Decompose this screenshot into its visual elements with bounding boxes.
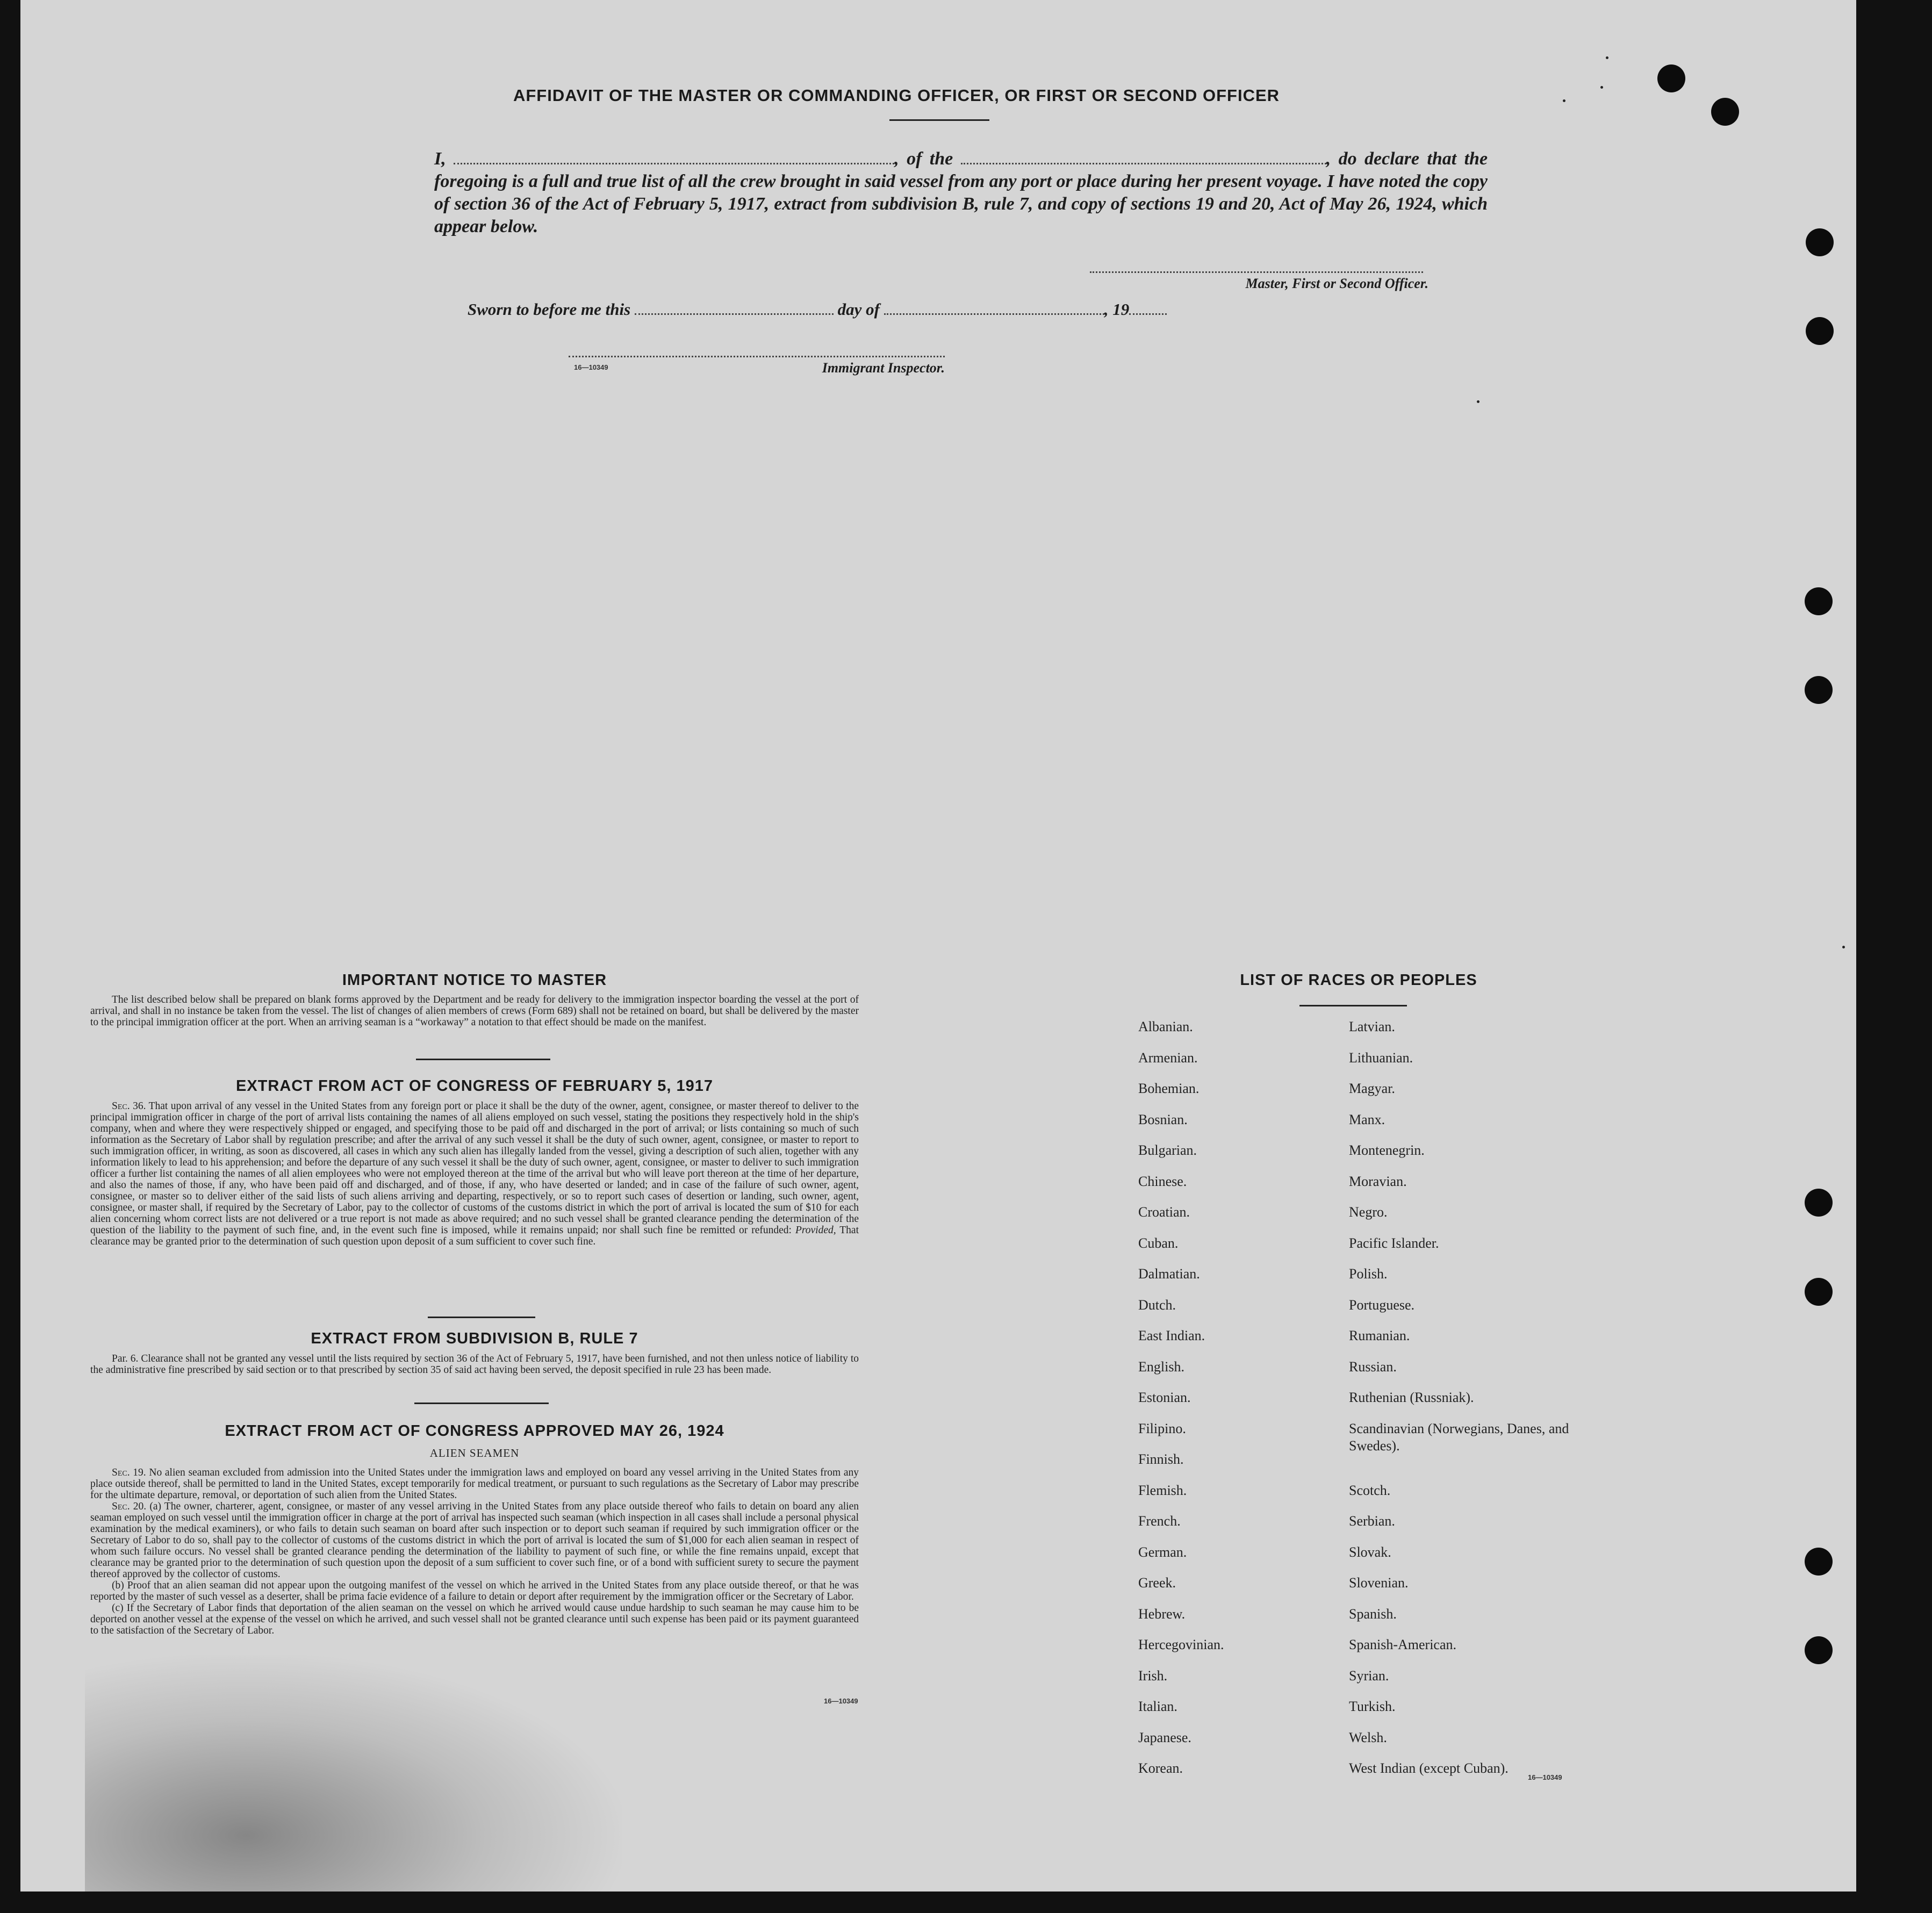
sec36-text: That upon arrival of any vessel in the United States from any foreign port or place it shall be the duty of the owner, agent, consignee, or master thereof to deliver to the principal immigration officer in charge of the port of arrival lists containing the names of all aliens employed on such vessel, stating the positions they respectively hold in the ship's company, when and where they were respectively shipped or engaged, and specifying those to be paid off and discharged in the port of arrival; or lists containing so much of such information as the Secretary of Labor shall by regulation prescribe; and after the arrival of any such vessel it shall be the duty of such owner, agent, consignee, or master to report to such immigration officer, in writing, as soon as discovered, all cases in which any such alien has illegally landed from the vessel, giving a description of such alien, together with any information likely to lead to his apprehension; and before the departure of any such vessel it shall be the duty of such owner, agent, consignee, or master to deliver to such immigration officer a further list containing the names of all alien employees who were not employed thereon at the time of the arrival but who will leave port thereon at the time of her departure, and also the names of those, if any, who have been paid off and discharged, and of those, if any, who have deserted or landed; and in case of the failure of such owner, agent, consignee, or master so to deliver either of the said lists of such aliens arriving and departing, respectively, or so to report such cases of desertion or landing, such owner, agent, consignee, or master shall, if required by the Secretary of Labor, pay to the collector of customs of the customs district in which the port of arrival is located the sum of $10 for each alien concerning whom correct lists are not delivered or a true report is not made as above required; and no such vessel shall be granted clearance pending the determination of the question of the liability to the payment of such fine, and, in the event such fine is imposed, while it remains unpaid; nor shall such fine be remitted or refunded: xyxy=(90,1101,859,1236)
race-item: Hercegovinian. xyxy=(1138,1637,1224,1652)
year-prefix: , 19 xyxy=(1104,300,1130,319)
speck xyxy=(1477,400,1479,403)
race-item: Pacific Islander. xyxy=(1349,1235,1439,1251)
race-item: Welsh. xyxy=(1349,1729,1387,1745)
sworn-statement xyxy=(468,300,1231,319)
race-item: Slovak. xyxy=(1349,1544,1391,1560)
race-item: Italian. xyxy=(1138,1699,1177,1714)
race-item: Rumanian. xyxy=(1349,1328,1410,1343)
races-list-left xyxy=(1138,1018,1332,1791)
races-list-right xyxy=(1349,1018,1585,1791)
extract-1924-body xyxy=(90,1467,859,1636)
race-item: Croatian. xyxy=(1138,1204,1190,1220)
alien-seamen-subtitle: ALIEN SEAMEN xyxy=(429,1447,520,1459)
race-item: Moravian. xyxy=(1349,1173,1407,1189)
name-blank xyxy=(454,157,894,164)
race-item: Flemish. xyxy=(1138,1482,1187,1498)
races-title: LIST OF RACES OR PEOPLES xyxy=(1240,972,1477,989)
race-item: Manx. xyxy=(1349,1111,1385,1127)
race-item: Polish. xyxy=(1349,1266,1388,1282)
race-item: Ruthenian (Russniak). xyxy=(1349,1390,1474,1405)
affidavit-title: AFFIDAVIT OF THE MASTER OR COMMANDING OFFICER, OR FIRST OR SECOND OFFICER xyxy=(513,86,1280,105)
race-item: Portuguese. xyxy=(1349,1297,1415,1313)
affidavit-of-the: , of the xyxy=(894,149,953,169)
race-item: West Indian (except Cuban). xyxy=(1349,1760,1509,1776)
sec36-end: That clearance may be granted prior to the determination of such question upon deposit of a sum sufficient to cover such fine. xyxy=(90,1225,859,1247)
section-rule xyxy=(414,1403,549,1404)
race-item: Bosnian. xyxy=(1138,1111,1188,1127)
race-item: Lithuanian. xyxy=(1349,1049,1413,1066)
rule7-text: Par. 6. Clearance shall not be granted any vessel until the lists required by section 36 of the Act of February 5, 1917, have been furnished, and not then unless notice of liability to the administrative fine prescribed by said section or to that prescribed by section 35 of said act having been served, the deposit specified in rule 23 has been made. xyxy=(90,1353,859,1376)
race-item: English. xyxy=(1138,1358,1184,1375)
extract-1917-body xyxy=(90,1101,859,1247)
punch-hole xyxy=(1805,1636,1833,1664)
race-item: German. xyxy=(1138,1544,1187,1560)
race-item: Armenian. xyxy=(1138,1049,1198,1066)
title-rule xyxy=(889,119,989,121)
race-item: Bulgarian. xyxy=(1138,1142,1197,1158)
race-item: Korean. xyxy=(1138,1760,1183,1776)
race-item: Negro. xyxy=(1349,1204,1388,1220)
race-item: Irish. xyxy=(1138,1667,1168,1684)
race-item: Bohemian. xyxy=(1138,1081,1200,1096)
year-blank xyxy=(1129,308,1167,315)
race-item: Finnish. xyxy=(1138,1451,1184,1467)
day-of-text: day of xyxy=(837,300,880,319)
signature-line xyxy=(1090,271,1423,273)
race-item: Hebrew. xyxy=(1138,1606,1186,1622)
race-item: Magyar. xyxy=(1349,1081,1395,1096)
sec20-label: Sec. 20. xyxy=(112,1501,147,1512)
race-item: Russian. xyxy=(1349,1358,1397,1375)
affidavit-i: I, xyxy=(434,149,446,169)
notice-body xyxy=(90,994,859,1028)
punch-hole xyxy=(1657,64,1685,92)
speck xyxy=(1842,946,1845,948)
race-item: Cuban. xyxy=(1138,1235,1179,1251)
document-page xyxy=(20,0,1856,1892)
race-item: Filipino. xyxy=(1138,1420,1186,1436)
race-item: East Indian. xyxy=(1138,1328,1205,1343)
speck xyxy=(1606,56,1608,59)
speck xyxy=(1563,99,1565,102)
race-item: Greek. xyxy=(1138,1575,1176,1591)
affidavit-body xyxy=(434,148,1488,238)
sworn-text: Sworn to before me this xyxy=(468,300,631,319)
section-rule xyxy=(428,1317,535,1318)
race-item: Chinese. xyxy=(1138,1173,1187,1189)
race-item: Slovenian. xyxy=(1349,1575,1409,1591)
race-item: Dutch. xyxy=(1138,1297,1176,1313)
sec20b-text: (b) Proof that an alien seaman did not appear upon the outgoing manifest of the vessel on which he arrived in the United States from any place outside thereof, or that he was reported by the master of such vessel as a deserter, shall be prima facie evidence of a failure to detain or deport after requirement by the immigration officer or the Secretary of Labor. xyxy=(90,1580,859,1602)
race-item: Estonian. xyxy=(1138,1390,1191,1405)
sec19-label: Sec. 19. xyxy=(112,1467,146,1478)
punch-hole xyxy=(1805,676,1833,704)
races-rule xyxy=(1299,1005,1407,1006)
punch-hole xyxy=(1805,587,1833,615)
sec36-label: Sec. 36. xyxy=(112,1101,146,1112)
extract-rule7-body xyxy=(90,1353,859,1376)
punch-hole xyxy=(1711,98,1739,126)
race-item: Scotch. xyxy=(1349,1482,1391,1498)
notice-text: The list described below shall be prepared on blank forms approved by the Department and be ready for delivery to the immigration inspector boarding the vessel at the port of arrival, and shall in no instance be taken from the vessel. The list of changes of alien members of crews (Form 689) shall not be retained on board, but shall be delivered by the master to the principal immigration officer at the port. When an arriving seaman is a “workaway” a notation to that effect should be made on the manifest. xyxy=(90,994,859,1028)
punch-hole xyxy=(1806,228,1834,256)
race-item: Albanian. xyxy=(1138,1019,1193,1034)
affidavit-do-declare: , do declare xyxy=(1326,149,1419,169)
scan-shadow xyxy=(85,1655,622,1892)
sec20c-text: (c) If the Secretary of Labor finds that deportation of the alien seaman on the vessel on which he arrived would cause undue hardship to such seaman he may cause him to be deported on another vessel at the expense of the vessel on which he arrived, and such vessel shall not be granted clearance until such expense has been paid or its payment guaranteed to the satisfaction of the Secretary of Labor. xyxy=(90,1602,859,1636)
section-rule xyxy=(416,1059,550,1060)
affidavit-declaration-text: that the foregoing is a full and true list of all the crew brought in said vessel from any port or place during her present voyage. I have noted the copy of section 36 of the Act of February 5, 1917, extract from subdivision B, rule 7, and copy of sections 19 and 20, Act of May 26, 1924, which appear below. xyxy=(434,149,1488,236)
sec20a-text: (a) The owner, charterer, agent, consignee, or master of any vessel arriving in the United States from any place outside thereof who fails to detain on board any alien seaman employed on such vessel until the immigration officer in charge at the port of arrival has inspected such seaman (which inspection in all cases shall include a personal physical examination by the medical examiners), or who fails to detain such seaman on board after such inspection or to deport such seaman if required by such immigration officer or the Secretary of Labor to do so, shall pay to the collector of customs of the customs district in which the port of arrival is located the sum of $1,000 for each alien seaman in respect of whom such failure occurs. No vessel shall be granted clearance pending the determination of the liability to payment of such fine, or while the fine remains unpaid, except that clearance may be granted prior to the determination of such question upon the deposit of a sum sufficient to cover such fine, or of a bond with sufficient surety to secure the payment thereof approved by the collector of customs. xyxy=(90,1501,859,1580)
race-item: Serbian. xyxy=(1349,1513,1395,1529)
inspector-label: Immigrant Inspector. xyxy=(822,360,945,376)
form-number: 16—10349 xyxy=(574,363,608,371)
race-item: Latvian. xyxy=(1349,1019,1395,1034)
extract-rule7-title: EXTRACT FROM SUBDIVISION B, RULE 7 xyxy=(311,1330,638,1347)
race-item: Japanese. xyxy=(1138,1729,1191,1745)
inspector-line xyxy=(569,356,945,357)
day-blank xyxy=(635,308,834,315)
provided-text: Provided, xyxy=(795,1225,836,1236)
signature-label: Master, First or Second Officer. xyxy=(1245,276,1428,291)
punch-hole xyxy=(1805,1189,1833,1217)
vessel-blank xyxy=(961,157,1326,164)
extract-1924-title: EXTRACT FROM ACT OF CONGRESS APPROVED MAY 26, 1924 xyxy=(225,1422,724,1440)
race-item: Turkish. xyxy=(1349,1699,1396,1714)
notice-title: IMPORTANT NOTICE TO MASTER xyxy=(342,972,607,989)
race-item: Montenegrin. xyxy=(1349,1142,1425,1158)
race-item: Dalmatian. xyxy=(1138,1266,1200,1282)
race-item: Spanish. xyxy=(1349,1606,1397,1622)
form-number: 16—10349 xyxy=(824,1697,858,1705)
sec19-text: No alien seaman excluded from admission into the United States under the immigration laws and employed on board any vessel arriving in the United States from any place outside thereof, shall be permitted to land in the United States, except temporarily for medical treatment, or pursuant to such regulations as the Secretary of Labor may prescribe for the ultimate departure, removal, or deportation of such alien from the United States. xyxy=(90,1467,859,1501)
speck xyxy=(1600,86,1603,89)
race-item: Scandinavian (Norwegians, Danes, and Swedes). xyxy=(1349,1420,1569,1454)
race-item: Syrian. xyxy=(1349,1667,1389,1684)
month-blank xyxy=(884,308,1104,315)
punch-hole xyxy=(1806,317,1834,345)
race-item: French. xyxy=(1138,1513,1181,1529)
extract-1917-title: EXTRACT FROM ACT OF CONGRESS OF FEBRUARY 5, 1917 xyxy=(235,1077,714,1095)
punch-hole xyxy=(1805,1548,1833,1576)
race-item: Spanish-American. xyxy=(1349,1637,1457,1652)
form-number: 16—10349 xyxy=(1528,1773,1562,1781)
punch-hole xyxy=(1805,1278,1833,1306)
